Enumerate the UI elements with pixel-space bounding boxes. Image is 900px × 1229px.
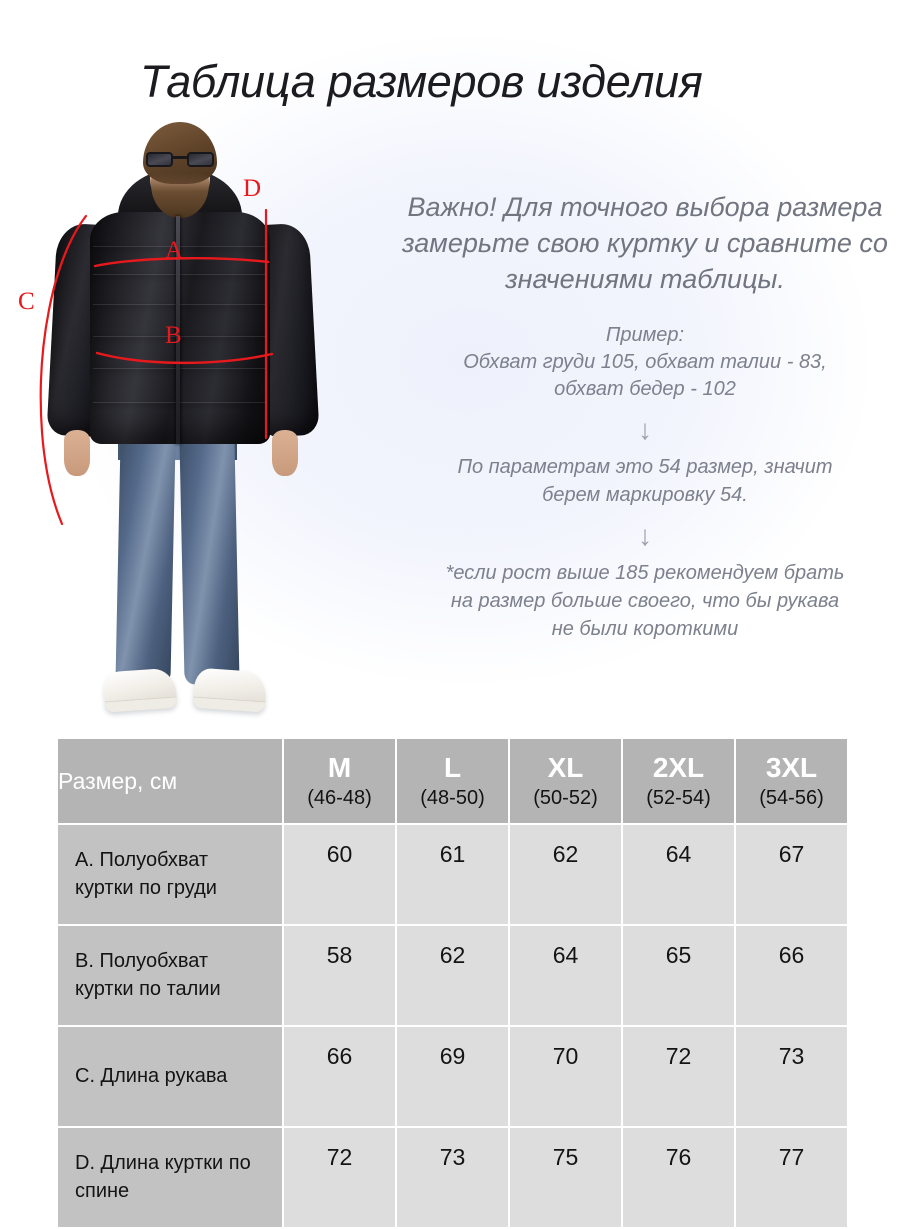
row-label-sleeve: C. Длина рукава bbox=[58, 1027, 282, 1126]
size-table-body bbox=[58, 825, 847, 1227]
size-name: 2XL bbox=[652, 752, 705, 784]
sunglasses-icon bbox=[146, 152, 214, 167]
header-size-l bbox=[397, 739, 508, 823]
row-label-length: D. Длина куртки по спине bbox=[58, 1128, 282, 1227]
example-line-1: Обхват груди 105, обхват талии - 83, bbox=[463, 350, 827, 373]
cell-length-l: 73 bbox=[397, 1128, 508, 1227]
size-range: (46-48) bbox=[307, 786, 372, 809]
row-label-waist: B. Полуобхват куртки по талии bbox=[58, 926, 282, 1025]
model-hand-right bbox=[272, 430, 298, 476]
size-range: (50-52) bbox=[533, 786, 598, 809]
header-size-xl bbox=[510, 739, 621, 823]
cell-chest-m: 60 bbox=[284, 825, 395, 924]
jeans-leg-right bbox=[179, 437, 239, 684]
cell-waist-3xl: 66 bbox=[736, 926, 847, 1025]
sunglasses-bridge bbox=[173, 156, 187, 159]
sneaker-sole bbox=[105, 696, 178, 712]
arrow-down-icon: ↓ bbox=[638, 520, 652, 552]
example-line-2: обхват бедер - 102 bbox=[554, 378, 736, 401]
jacket-seam bbox=[93, 402, 267, 403]
height-note-line-3: не были короткими bbox=[551, 617, 739, 640]
example-title: Пример: bbox=[605, 323, 685, 346]
cell-length-xl: 75 bbox=[510, 1128, 621, 1227]
page-title: Таблица размеров изделия bbox=[140, 56, 703, 107]
cell-waist-l: 62 bbox=[397, 926, 508, 1025]
cell-chest-l: 61 bbox=[397, 825, 508, 924]
jeans-leg-left bbox=[115, 437, 175, 684]
info-column bbox=[395, 190, 895, 643]
size-table bbox=[56, 737, 849, 1229]
size-name: L bbox=[443, 752, 462, 784]
header-size-m bbox=[284, 739, 395, 823]
size-table-head bbox=[58, 739, 847, 823]
measure-marker-c: C bbox=[18, 288, 35, 315]
measure-marker-d: D bbox=[243, 175, 262, 202]
size-name: M bbox=[327, 752, 352, 784]
header-size-3xl bbox=[736, 739, 847, 823]
measure-marker-b: B bbox=[165, 322, 182, 349]
sneaker-sole bbox=[193, 696, 266, 712]
cell-sleeve-xl: 70 bbox=[510, 1027, 621, 1126]
result-line-1: По параметрам это 54 размер, значит bbox=[457, 456, 833, 479]
sunglasses-lens-left bbox=[146, 152, 173, 167]
cell-chest-2xl: 64 bbox=[623, 825, 734, 924]
cell-waist-xl: 64 bbox=[510, 926, 621, 1025]
cell-waist-2xl: 65 bbox=[623, 926, 734, 1025]
product-photo bbox=[0, 100, 390, 745]
cell-waist-m: 58 bbox=[284, 926, 395, 1025]
cell-chest-xl: 62 bbox=[510, 825, 621, 924]
table-header-row bbox=[58, 739, 847, 823]
size-range: (48-50) bbox=[420, 786, 485, 809]
jacket-seam bbox=[93, 304, 267, 305]
size-name: 3XL bbox=[765, 752, 818, 784]
cell-length-2xl: 76 bbox=[623, 1128, 734, 1227]
jacket-seam bbox=[93, 274, 267, 275]
height-note bbox=[395, 560, 895, 643]
header-size-2xl bbox=[623, 739, 734, 823]
cell-length-m: 72 bbox=[284, 1128, 395, 1227]
height-note-line-2: на размер больше своего, что бы рукава bbox=[450, 590, 840, 613]
sunglasses-lens-right bbox=[187, 152, 214, 167]
cell-sleeve-m: 66 bbox=[284, 1027, 395, 1126]
table-row bbox=[58, 1128, 847, 1227]
measure-marker-a: A bbox=[165, 237, 184, 264]
important-note: Важно! Для точного выбора размера замерьте свою куртку и сравните со значениями таблицы. bbox=[402, 192, 888, 294]
result-line-2: берем маркировку 54. bbox=[542, 483, 748, 506]
size-range: (52-54) bbox=[646, 786, 711, 809]
example-block bbox=[395, 322, 895, 404]
cell-sleeve-2xl: 72 bbox=[623, 1027, 734, 1126]
cell-sleeve-l: 69 bbox=[397, 1027, 508, 1126]
height-note-line-1: *если рост выше 185 рекомендуем брать bbox=[445, 562, 845, 585]
jacket-seam bbox=[93, 368, 267, 369]
arrow-down-icon: ↓ bbox=[638, 414, 652, 446]
cell-length-3xl: 77 bbox=[736, 1128, 847, 1227]
table-row bbox=[58, 825, 847, 924]
size-name: XL bbox=[547, 752, 584, 784]
sneaker-right bbox=[193, 668, 268, 713]
cell-chest-3xl: 67 bbox=[736, 825, 847, 924]
model-hand-left bbox=[64, 430, 90, 476]
result-block bbox=[395, 454, 895, 509]
row-label-chest: A. Полуобхват куртки по груди bbox=[58, 825, 282, 924]
sneaker-left bbox=[103, 668, 178, 713]
cell-sleeve-3xl: 73 bbox=[736, 1027, 847, 1126]
header-size-label: Размер, см bbox=[58, 739, 282, 823]
table-row bbox=[58, 926, 847, 1025]
table-row bbox=[58, 1027, 847, 1126]
size-range: (54-56) bbox=[759, 786, 824, 809]
